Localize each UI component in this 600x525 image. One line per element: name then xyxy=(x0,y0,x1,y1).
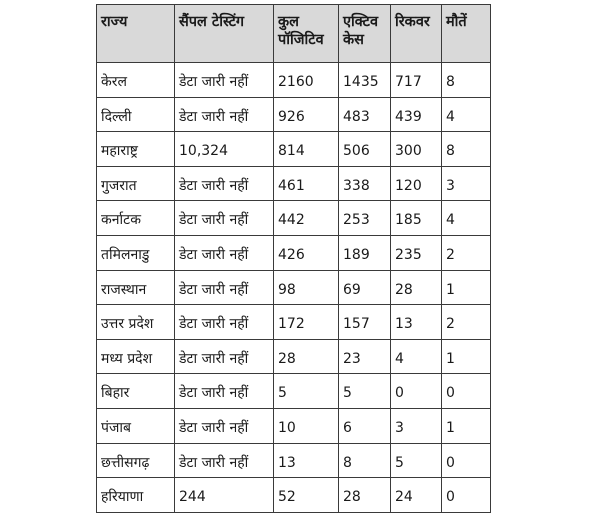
cell-state: कर्नाटक xyxy=(97,201,175,236)
cell-state: पंजाब xyxy=(97,408,175,443)
cell-sample-testing: डेटा जारी नहीं xyxy=(175,374,274,409)
cell-sample-testing: डेटा जारी नहीं xyxy=(175,270,274,305)
cell-sample-testing: डेटा जारी नहीं xyxy=(175,201,274,236)
cell-sample-testing: डेटा जारी नहीं xyxy=(175,408,274,443)
cell-total-positive: 814 xyxy=(274,132,339,167)
cell-sample-testing: डेटा जारी नहीं xyxy=(175,235,274,270)
cell-active-cases: 23 xyxy=(339,339,391,374)
cell-state: तमिलनाडु xyxy=(97,235,175,270)
column-header-state: राज्य xyxy=(97,5,175,63)
cell-sample-testing: डेटा जारी नहीं xyxy=(175,166,274,201)
cell-recovered: 13 xyxy=(391,305,442,340)
cell-state: उत्तर प्रदेश xyxy=(97,305,175,340)
cell-active-cases: 189 xyxy=(339,235,391,270)
cell-active-cases: 69 xyxy=(339,270,391,305)
cell-total-positive: 5 xyxy=(274,374,339,409)
cell-state: केरल xyxy=(97,63,175,98)
cell-recovered: 235 xyxy=(391,235,442,270)
cell-deaths: 3 xyxy=(442,166,491,201)
cell-deaths: 0 xyxy=(442,443,491,478)
cell-sample-testing: डेटा जारी नहीं xyxy=(175,63,274,98)
cell-total-positive: 13 xyxy=(274,443,339,478)
cell-recovered: 24 xyxy=(391,478,442,513)
table-row xyxy=(97,270,491,305)
cell-sample-testing: 10,324 xyxy=(175,132,274,167)
cell-state: बिहार xyxy=(97,374,175,409)
cell-total-positive: 172 xyxy=(274,305,339,340)
cell-recovered: 4 xyxy=(391,339,442,374)
cell-recovered: 28 xyxy=(391,270,442,305)
cell-recovered: 5 xyxy=(391,443,442,478)
cell-deaths: 8 xyxy=(442,63,491,98)
table-row xyxy=(97,339,491,374)
cell-state: दिल्ली xyxy=(97,97,175,132)
cell-recovered: 120 xyxy=(391,166,442,201)
table-row xyxy=(97,63,491,98)
cell-sample-testing: डेटा जारी नहीं xyxy=(175,305,274,340)
cell-active-cases: 6 xyxy=(339,408,391,443)
cell-active-cases: 157 xyxy=(339,305,391,340)
cell-active-cases: 1435 xyxy=(339,63,391,98)
cell-deaths: 4 xyxy=(442,97,491,132)
cell-recovered: 185 xyxy=(391,201,442,236)
cell-deaths: 2 xyxy=(442,305,491,340)
cell-deaths: 8 xyxy=(442,132,491,167)
cell-recovered: 717 xyxy=(391,63,442,98)
cell-active-cases: 5 xyxy=(339,374,391,409)
cell-total-positive: 926 xyxy=(274,97,339,132)
table-row xyxy=(97,201,491,236)
cell-total-positive: 2160 xyxy=(274,63,339,98)
table-body xyxy=(97,63,491,513)
cell-sample-testing: डेटा जारी नहीं xyxy=(175,339,274,374)
cell-total-positive: 426 xyxy=(274,235,339,270)
cell-state: छत्तीसगढ़ xyxy=(97,443,175,478)
cell-total-positive: 28 xyxy=(274,339,339,374)
table-row xyxy=(97,235,491,270)
table-row xyxy=(97,97,491,132)
cell-state: महाराष्ट्र xyxy=(97,132,175,167)
table-row xyxy=(97,478,491,513)
cell-state: मध्य प्रदेश xyxy=(97,339,175,374)
cell-active-cases: 338 xyxy=(339,166,391,201)
cell-total-positive: 461 xyxy=(274,166,339,201)
cell-active-cases: 8 xyxy=(339,443,391,478)
cell-state: राजस्थान xyxy=(97,270,175,305)
cell-deaths: 1 xyxy=(442,270,491,305)
cell-recovered: 439 xyxy=(391,97,442,132)
table-row xyxy=(97,166,491,201)
column-header-deaths: मौतें xyxy=(442,5,491,63)
cell-total-positive: 52 xyxy=(274,478,339,513)
cell-recovered: 300 xyxy=(391,132,442,167)
cell-deaths: 2 xyxy=(442,235,491,270)
column-header-sample-testing: सैंपल टेस्टिंग xyxy=(175,5,274,63)
cell-sample-testing: डेटा जारी नहीं xyxy=(175,97,274,132)
cell-total-positive: 10 xyxy=(274,408,339,443)
state-data-table xyxy=(96,4,491,513)
table-row xyxy=(97,408,491,443)
table-row xyxy=(97,443,491,478)
cell-deaths: 0 xyxy=(442,478,491,513)
cell-state: हरियाणा xyxy=(97,478,175,513)
table-row xyxy=(97,374,491,409)
cell-state: गुजरात xyxy=(97,166,175,201)
cell-active-cases: 253 xyxy=(339,201,391,236)
table-header xyxy=(97,5,491,63)
cell-deaths: 4 xyxy=(442,201,491,236)
cell-sample-testing: 244 xyxy=(175,478,274,513)
column-header-total-positive: कुल पॉजिटिव xyxy=(274,5,339,63)
header-row xyxy=(97,5,491,63)
column-header-recovered: रिकवर xyxy=(391,5,442,63)
cell-sample-testing: डेटा जारी नहीं xyxy=(175,443,274,478)
cell-recovered: 0 xyxy=(391,374,442,409)
cell-deaths: 0 xyxy=(442,374,491,409)
cell-deaths: 1 xyxy=(442,339,491,374)
table-row xyxy=(97,305,491,340)
cell-active-cases: 28 xyxy=(339,478,391,513)
cell-recovered: 3 xyxy=(391,408,442,443)
cell-total-positive: 442 xyxy=(274,201,339,236)
cell-deaths: 1 xyxy=(442,408,491,443)
cell-active-cases: 506 xyxy=(339,132,391,167)
column-header-active-cases: एक्टिव केस xyxy=(339,5,391,63)
table-row xyxy=(97,132,491,167)
cell-active-cases: 483 xyxy=(339,97,391,132)
cell-total-positive: 98 xyxy=(274,270,339,305)
